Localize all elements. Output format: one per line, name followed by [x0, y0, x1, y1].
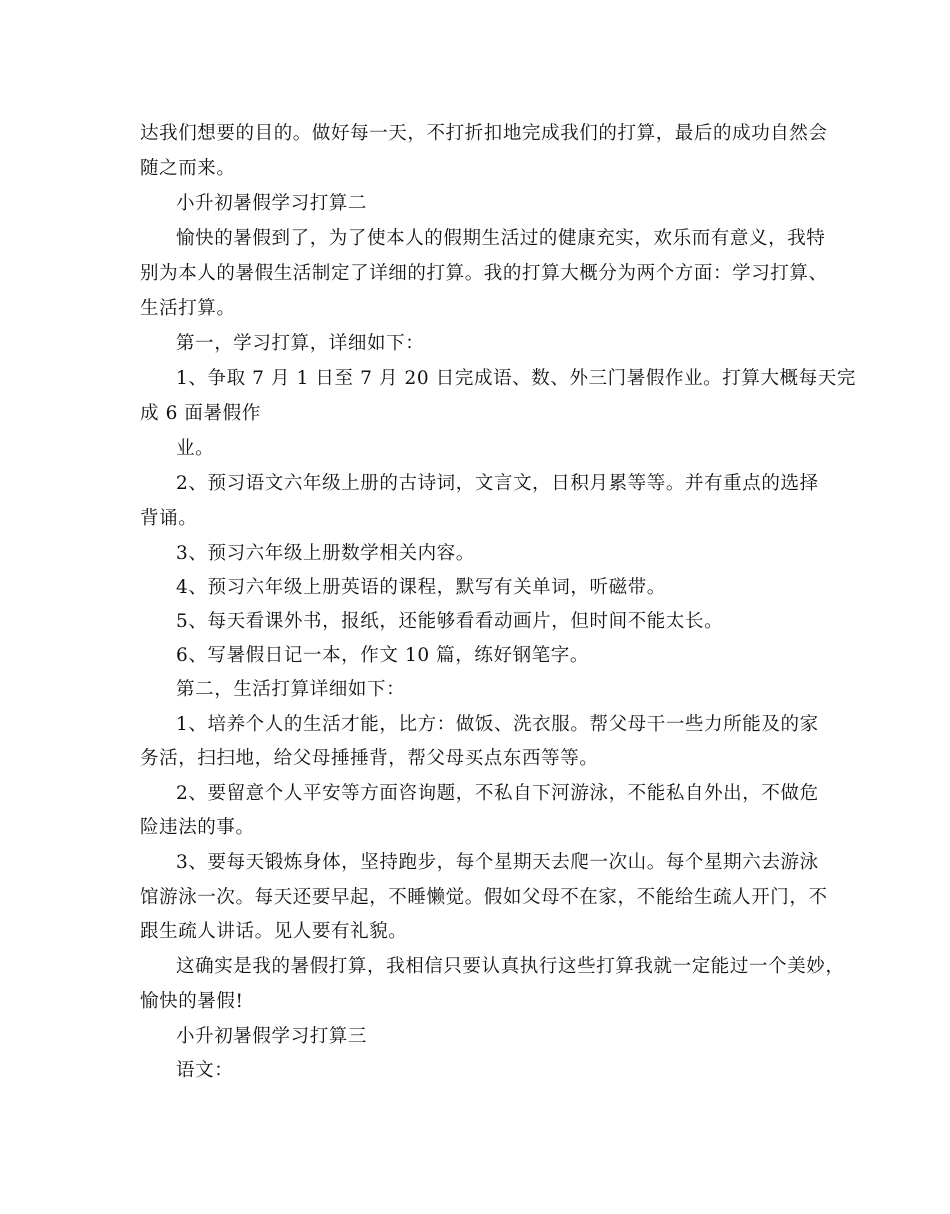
text-line: 馆游泳一次。每天还要早起，不睡懒觉。假如父母不在家，不能给生疏人开门，不 [140, 887, 828, 908]
list-item: 3、要每天锻炼身体，坚持跑步，每个星期天去爬一次山。每个星期六去游泳 [176, 852, 819, 873]
list-item: 5、每天看课外书，报纸，还能够看看动画片，但时间不能太长。 [176, 611, 724, 632]
text-line: 随之而来。 [140, 158, 236, 179]
text-line: 险违法的事。 [140, 817, 255, 838]
text-line: 背诵。 [140, 508, 198, 529]
text-line: 生活打算。 [140, 298, 236, 319]
section-heading: 小升初暑假学习打算二 [176, 193, 368, 214]
text-line: 成 6 面暑假作 [140, 403, 261, 424]
list-item: 4、预习六年级上册英语的课程，默写有关单词，听磁带。 [176, 577, 666, 598]
text-line: 愉快的暑假到了，为了使本人的假期生活过的健康充实，欢乐而有意义，我特 [176, 228, 826, 249]
list-item: 6、写暑假日记一本，作文 10 篇，练好钢笔字。 [176, 645, 589, 666]
list-item: 2、预习语文六年级上册的古诗词，文言文，日积月累等等。并有重点的选择 [176, 473, 819, 494]
text-line: 第一，学习打算，详细如下： [176, 333, 425, 354]
text-line: 务活，扫扫地，给父母捶捶背，帮父母买点东西等等。 [140, 748, 599, 769]
text-line: 达我们想要的目的。做好每一天，不打折扣地完成我们的打算，最后的成功自然会 [140, 123, 828, 144]
list-item: 1、争取 7 月 1 日至 7 月 20 日完成语、数、外三门暑假作业。打算大概每天完 [176, 368, 856, 389]
text-line: 这确实是我的暑假打算，我相信只要认真执行这些打算我就一定能过一个美妙， [176, 956, 845, 977]
text-line: 别为本人的暑假生活制定了详细的打算。我的打算大概分为两个方面：学习打算、 [140, 263, 828, 284]
list-item: 1、培养个人的生活才能，比方：做饭、洗衣服。帮父母干一些力所能及的家 [176, 714, 819, 735]
text-line: 第二，生活打算详细如下： [176, 679, 406, 700]
text-line: 跟生疏人讲话。见人要有礼貌。 [140, 921, 408, 942]
text-line: 愉快的暑假! [140, 991, 244, 1012]
list-item: 3、预习六年级上册数学相关内容。 [176, 543, 475, 564]
text-line: 业。 [176, 438, 215, 459]
text-line: 语文： [176, 1060, 234, 1081]
list-item: 2、要留意个人平安等方面咨询题，不私自下河游泳，不能私自外出，不做危 [176, 783, 819, 804]
section-heading: 小升初暑假学习打算三 [176, 1026, 368, 1047]
